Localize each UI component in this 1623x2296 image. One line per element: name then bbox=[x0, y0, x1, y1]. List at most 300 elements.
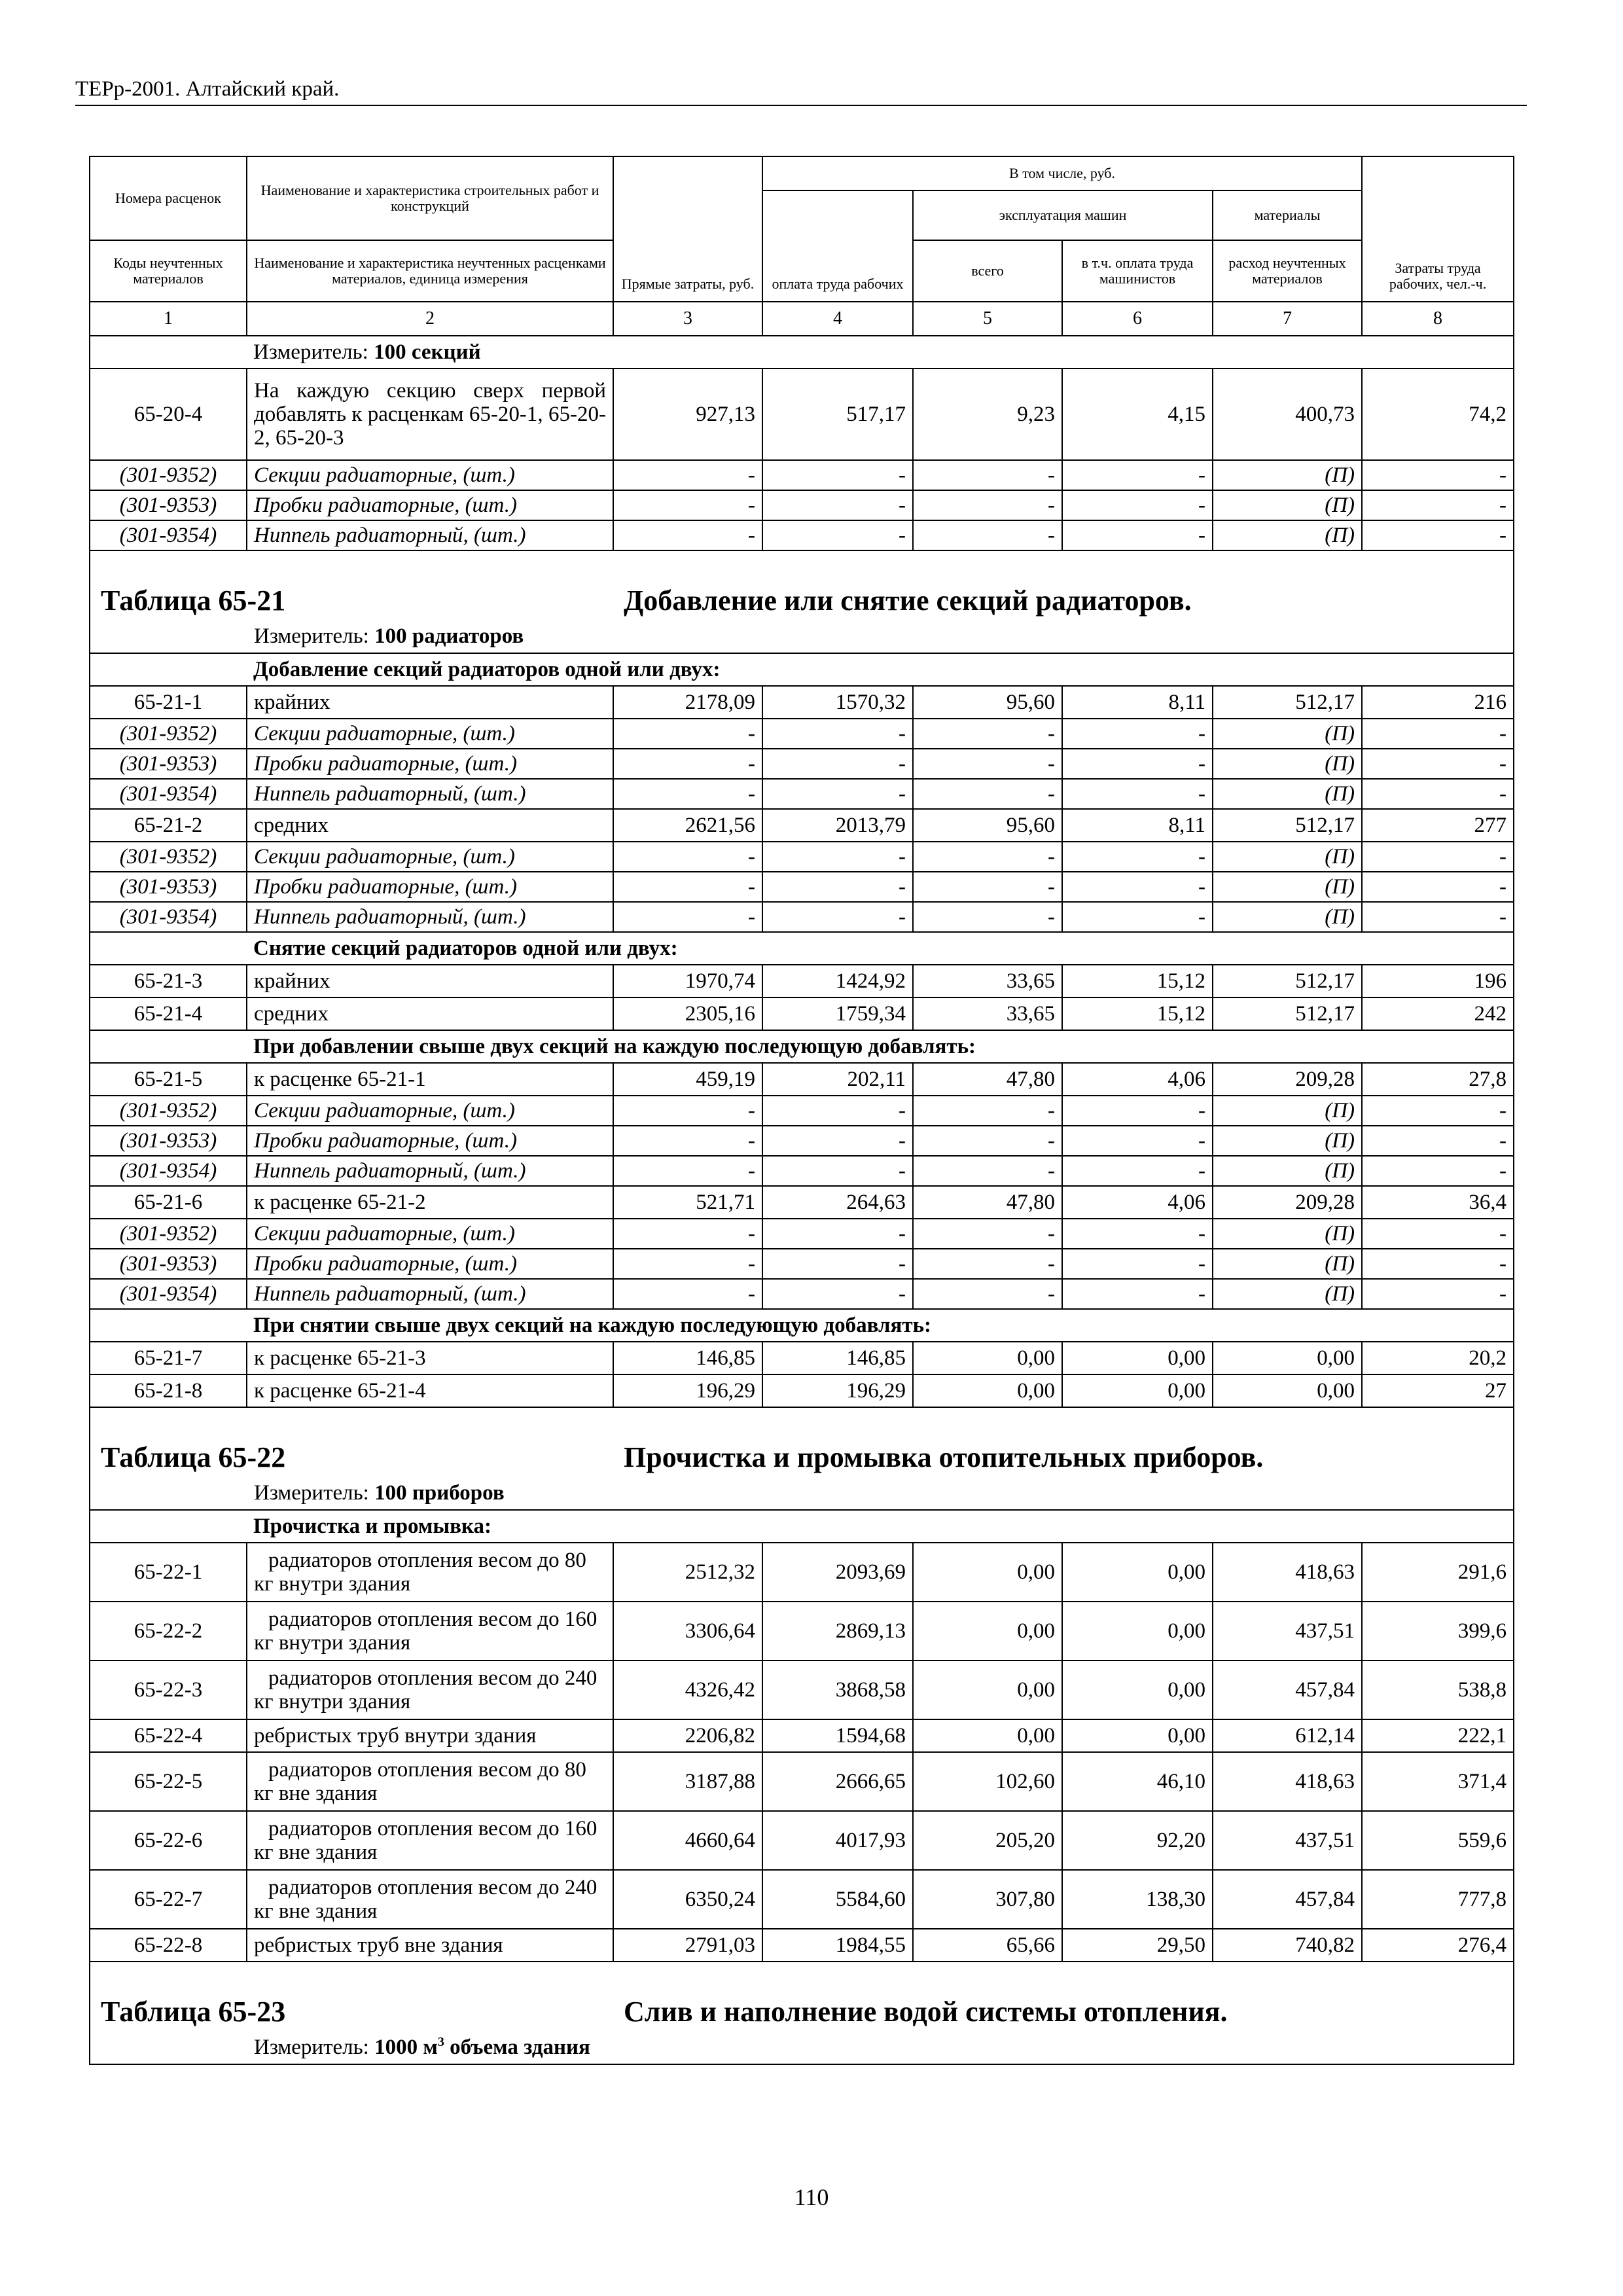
material-code: (301-9354) bbox=[90, 902, 247, 932]
rate-name: На каждую секцию сверх первой добавлять к расценкам 65-20-1, 65-20-2, 65-20-3 bbox=[247, 368, 613, 460]
value-direct: 1970,74 bbox=[613, 965, 762, 997]
col-number: 1 bbox=[90, 302, 247, 336]
value-labor: - bbox=[762, 1156, 913, 1186]
col-number: 4 bbox=[762, 302, 913, 336]
material-row bbox=[90, 1126, 1514, 1156]
value-labor-hours: 27,8 bbox=[1362, 1063, 1514, 1096]
value-labor: 2093,69 bbox=[762, 1543, 913, 1602]
value-labor-hours: 291,6 bbox=[1362, 1543, 1514, 1602]
value-labor: 3868,58 bbox=[762, 1660, 913, 1719]
value-labor: 1759,34 bbox=[762, 997, 913, 1030]
value-labor-hours: 242 bbox=[1362, 997, 1514, 1030]
table-title: Слив и наполнение водой системы отопления. bbox=[624, 1996, 1228, 2028]
table-row bbox=[90, 1870, 1514, 1929]
material-name: Ниппель радиаторный, (шт.) bbox=[247, 779, 613, 809]
value-machinists: - bbox=[1062, 1249, 1213, 1279]
rate-name: радиаторов отопления весом до 240 кг вне здания bbox=[247, 1870, 613, 1929]
rate-name: к расценке 65-21-4 bbox=[247, 1374, 613, 1407]
material-code: (301-9353) bbox=[90, 490, 247, 520]
measure-row bbox=[90, 336, 1514, 368]
rate-name: крайних bbox=[247, 965, 613, 997]
header-col8: Затраты труда рабочих, чел.-ч. bbox=[1362, 156, 1514, 302]
value-labor-hours: 399,6 bbox=[1362, 1602, 1514, 1660]
rate-code: 65-21-5 bbox=[90, 1063, 247, 1096]
value-labor-hours: - bbox=[1362, 1219, 1514, 1249]
value-machines: 0,00 bbox=[913, 1342, 1062, 1374]
section-heading: Снятие секций радиаторов одной или двух: bbox=[247, 932, 1514, 965]
value-materials: 512,17 bbox=[1213, 997, 1362, 1030]
table-label: Таблица 65-22 bbox=[101, 1441, 286, 1473]
header-numbers-row bbox=[90, 302, 1514, 336]
value-labor-hours: 216 bbox=[1362, 686, 1514, 719]
value-materials: 437,51 bbox=[1213, 1602, 1362, 1660]
value-labor-hours: - bbox=[1362, 842, 1514, 872]
value-machines: - bbox=[913, 872, 1062, 902]
material-row bbox=[90, 1156, 1514, 1186]
header-row-1 bbox=[90, 156, 1514, 190]
value-machines: 47,80 bbox=[913, 1063, 1062, 1096]
value-direct: 2178,09 bbox=[613, 686, 762, 719]
value-materials: (П) bbox=[1213, 520, 1362, 550]
value-direct: - bbox=[613, 719, 762, 749]
material-code: (301-9352) bbox=[90, 842, 247, 872]
measure-text: Измеритель: 100 радиаторов bbox=[254, 624, 524, 648]
value-labor-hours: - bbox=[1362, 872, 1514, 902]
material-code: (301-9353) bbox=[90, 1249, 247, 1279]
value-materials: (П) bbox=[1213, 1279, 1362, 1309]
value-direct: - bbox=[613, 749, 762, 779]
value-machinists: 138,30 bbox=[1062, 1870, 1213, 1929]
table-row bbox=[90, 1811, 1514, 1870]
value-materials: (П) bbox=[1213, 902, 1362, 932]
value-machines: 33,65 bbox=[913, 965, 1062, 997]
rate-code: 65-22-2 bbox=[90, 1602, 247, 1660]
rate-code: 65-20-4 bbox=[90, 368, 247, 460]
value-labor: - bbox=[762, 1219, 913, 1249]
value-labor: 5584,60 bbox=[762, 1870, 913, 1929]
value-direct: - bbox=[613, 460, 762, 490]
material-code: (301-9353) bbox=[90, 1126, 247, 1156]
value-materials: (П) bbox=[1213, 490, 1362, 520]
material-name: Пробки радиаторные, (шт.) bbox=[247, 872, 613, 902]
value-labor-hours: - bbox=[1362, 902, 1514, 932]
value-machinists: 0,00 bbox=[1062, 1342, 1213, 1374]
material-name: Пробки радиаторные, (шт.) bbox=[247, 749, 613, 779]
value-machinists: - bbox=[1062, 872, 1213, 902]
table-row bbox=[90, 965, 1514, 997]
material-code: (301-9353) bbox=[90, 749, 247, 779]
value-machines: - bbox=[913, 842, 1062, 872]
value-materials: 457,84 bbox=[1213, 1660, 1362, 1719]
value-direct: - bbox=[613, 520, 762, 550]
col-number: 3 bbox=[613, 302, 762, 336]
rate-name: радиаторов отопления весом до 160 кг вне здания bbox=[247, 1811, 613, 1870]
value-materials: 0,00 bbox=[1213, 1374, 1362, 1407]
header-col7: расход неучтенных материалов bbox=[1213, 240, 1362, 302]
table-row bbox=[90, 1752, 1514, 1811]
value-machinists: 92,20 bbox=[1062, 1811, 1213, 1870]
value-labor: - bbox=[762, 719, 913, 749]
value-direct: 2206,82 bbox=[613, 1719, 762, 1752]
rate-code: 65-21-2 bbox=[90, 809, 247, 842]
value-machines: - bbox=[913, 520, 1062, 550]
value-machinists: 15,12 bbox=[1062, 997, 1213, 1030]
material-row bbox=[90, 490, 1514, 520]
table-label: Таблица 65-21 bbox=[101, 584, 286, 617]
value-machines: 47,80 bbox=[913, 1186, 1062, 1219]
table-title-row bbox=[90, 1407, 1514, 1510]
material-row bbox=[90, 779, 1514, 809]
value-labor-hours: 74,2 bbox=[1362, 368, 1514, 460]
value-direct: - bbox=[613, 1156, 762, 1186]
measure-text: Измеритель: 1000 $м^3$ объема здания bbox=[254, 2035, 590, 2059]
value-labor-hours: - bbox=[1362, 1096, 1514, 1126]
value-machines: - bbox=[913, 749, 1062, 779]
value-machinists: - bbox=[1062, 490, 1213, 520]
value-machines: 0,00 bbox=[913, 1660, 1062, 1719]
header-col4: оплата труда рабочих bbox=[762, 190, 913, 302]
value-machinists: 15,12 bbox=[1062, 965, 1213, 997]
value-machinists: - bbox=[1062, 1096, 1213, 1126]
value-labor: 264,63 bbox=[762, 1186, 913, 1219]
value-labor-hours: - bbox=[1362, 1156, 1514, 1186]
rate-name: радиаторов отопления весом до 240 кг внутри здания bbox=[247, 1660, 613, 1719]
col-number: 2 bbox=[247, 302, 613, 336]
value-machinists: 8,11 bbox=[1062, 809, 1213, 842]
rate-code: 65-22-8 bbox=[90, 1929, 247, 1962]
table-title: Добавление или снятие секций радиаторов. bbox=[624, 584, 1192, 617]
value-machinists: - bbox=[1062, 1156, 1213, 1186]
value-machinists: - bbox=[1062, 520, 1213, 550]
material-name: Ниппель радиаторный, (шт.) bbox=[247, 1156, 613, 1186]
material-name: Секции радиаторные, (шт.) bbox=[247, 842, 613, 872]
value-machines: 102,60 bbox=[913, 1752, 1062, 1811]
value-labor: - bbox=[762, 490, 913, 520]
table-row bbox=[90, 368, 1514, 460]
measure-text: Измеритель: 100 секций bbox=[247, 336, 1514, 368]
value-direct: - bbox=[613, 1249, 762, 1279]
value-direct: 2305,16 bbox=[613, 997, 762, 1030]
rate-name: радиаторов отопления весом до 80 кг внутри здания bbox=[247, 1543, 613, 1602]
value-labor-hours: 538,8 bbox=[1362, 1660, 1514, 1719]
table-title-row bbox=[90, 1962, 1514, 2064]
rate-code: 65-22-6 bbox=[90, 1811, 247, 1870]
rate-name: к расценке 65-21-2 bbox=[247, 1186, 613, 1219]
value-machines: - bbox=[913, 1126, 1062, 1156]
table-row bbox=[90, 1929, 1514, 1962]
value-machines: - bbox=[913, 1096, 1062, 1126]
value-machines: - bbox=[913, 1219, 1062, 1249]
table-label: Таблица 65-23 bbox=[101, 1996, 286, 2028]
material-row bbox=[90, 460, 1514, 490]
material-row bbox=[90, 1279, 1514, 1309]
material-name: Ниппель радиаторный, (шт.) bbox=[247, 520, 613, 550]
value-direct: 2621,56 bbox=[613, 809, 762, 842]
section-row bbox=[90, 1030, 1514, 1063]
value-labor: - bbox=[762, 749, 913, 779]
material-row bbox=[90, 749, 1514, 779]
value-materials: (П) bbox=[1213, 460, 1362, 490]
value-labor-hours: 222,1 bbox=[1362, 1719, 1514, 1752]
rate-code: 65-21-8 bbox=[90, 1374, 247, 1407]
header-incl: В том числе, руб. bbox=[762, 156, 1362, 190]
value-machinists: 4,06 bbox=[1062, 1063, 1213, 1096]
value-labor: 1594,68 bbox=[762, 1719, 913, 1752]
rate-code: 65-22-3 bbox=[90, 1660, 247, 1719]
value-labor: 1424,92 bbox=[762, 965, 913, 997]
value-labor: - bbox=[762, 902, 913, 932]
value-materials: (П) bbox=[1213, 1219, 1362, 1249]
rate-name: радиаторов отопления весом до 80 кг вне здания bbox=[247, 1752, 613, 1811]
value-labor-hours: 559,6 bbox=[1362, 1811, 1514, 1870]
value-labor: 146,85 bbox=[762, 1342, 913, 1374]
value-materials: (П) bbox=[1213, 1126, 1362, 1156]
value-machines: 205,20 bbox=[913, 1811, 1062, 1870]
value-labor: 2013,79 bbox=[762, 809, 913, 842]
rate-name: крайних bbox=[247, 686, 613, 719]
value-labor-hours: 27 bbox=[1362, 1374, 1514, 1407]
value-machinists: 0,00 bbox=[1062, 1374, 1213, 1407]
material-name: Секции радиаторные, (шт.) bbox=[247, 719, 613, 749]
value-materials: 437,51 bbox=[1213, 1811, 1362, 1870]
value-labor-hours: 371,4 bbox=[1362, 1752, 1514, 1811]
value-materials: 512,17 bbox=[1213, 965, 1362, 997]
page-number: 110 bbox=[794, 2184, 829, 2210]
section-row bbox=[90, 932, 1514, 965]
value-materials: (П) bbox=[1213, 779, 1362, 809]
value-labor: 196,29 bbox=[762, 1374, 913, 1407]
rate-name: радиаторов отопления весом до 160 кг внутри здания bbox=[247, 1602, 613, 1660]
value-direct: 2791,03 bbox=[613, 1929, 762, 1962]
value-machinists: 0,00 bbox=[1062, 1660, 1213, 1719]
table-row bbox=[90, 1374, 1514, 1407]
table-row bbox=[90, 1602, 1514, 1660]
value-labor: - bbox=[762, 1279, 913, 1309]
header-materials: материалы bbox=[1213, 190, 1362, 240]
value-labor: - bbox=[762, 1096, 913, 1126]
value-labor-hours: - bbox=[1362, 1249, 1514, 1279]
material-code: (301-9354) bbox=[90, 1279, 247, 1309]
table-row bbox=[90, 809, 1514, 842]
header-col3: Прямые затраты, руб. bbox=[613, 156, 762, 302]
value-materials: (П) bbox=[1213, 749, 1362, 779]
value-materials: 0,00 bbox=[1213, 1342, 1362, 1374]
value-machines: 9,23 bbox=[913, 368, 1062, 460]
value-machines: - bbox=[913, 719, 1062, 749]
value-machinists: - bbox=[1062, 902, 1213, 932]
value-machinists: - bbox=[1062, 842, 1213, 872]
value-machines: - bbox=[913, 1156, 1062, 1186]
header-col2-top: Наименование и характеристика строительных работ и конструкций bbox=[247, 156, 613, 240]
value-machines: 65,66 bbox=[913, 1929, 1062, 1962]
value-machinists: 46,10 bbox=[1062, 1752, 1213, 1811]
material-row bbox=[90, 1096, 1514, 1126]
header-col2-bottom: Наименование и характеристика неучтенных расценками материалов, единица измерения bbox=[247, 240, 613, 302]
material-code: (301-9352) bbox=[90, 460, 247, 490]
material-code: (301-9354) bbox=[90, 1156, 247, 1186]
material-name: Пробки радиаторные, (шт.) bbox=[247, 1249, 613, 1279]
value-direct: 6350,24 bbox=[613, 1870, 762, 1929]
value-materials: 209,28 bbox=[1213, 1063, 1362, 1096]
rate-name: ребристых труб вне здания bbox=[247, 1929, 613, 1962]
value-machinists: - bbox=[1062, 1219, 1213, 1249]
value-machines: 33,65 bbox=[913, 997, 1062, 1030]
material-code: (301-9352) bbox=[90, 1219, 247, 1249]
table-row bbox=[90, 686, 1514, 719]
rate-code: 65-21-7 bbox=[90, 1342, 247, 1374]
material-code: (301-9353) bbox=[90, 872, 247, 902]
value-direct: 927,13 bbox=[613, 368, 762, 460]
value-labor-hours: - bbox=[1362, 1126, 1514, 1156]
section-row bbox=[90, 1510, 1514, 1543]
value-labor: - bbox=[762, 842, 913, 872]
material-row bbox=[90, 902, 1514, 932]
material-row bbox=[90, 1219, 1514, 1249]
section-row bbox=[90, 1309, 1514, 1342]
value-direct: 146,85 bbox=[613, 1342, 762, 1374]
material-name: Пробки радиаторные, (шт.) bbox=[247, 1126, 613, 1156]
header-col1-bottom: Коды неучтенных материалов bbox=[90, 240, 247, 302]
value-direct: - bbox=[613, 1279, 762, 1309]
value-materials: (П) bbox=[1213, 872, 1362, 902]
header-machines: эксплуатация машин bbox=[913, 190, 1213, 240]
value-labor: - bbox=[762, 1249, 913, 1279]
material-row bbox=[90, 520, 1514, 550]
rate-name: средних bbox=[247, 997, 613, 1030]
value-direct: 4660,64 bbox=[613, 1811, 762, 1870]
value-direct: 459,19 bbox=[613, 1063, 762, 1096]
value-machinists: 0,00 bbox=[1062, 1543, 1213, 1602]
value-direct: 4326,42 bbox=[613, 1660, 762, 1719]
value-machines: 95,60 bbox=[913, 809, 1062, 842]
value-direct: - bbox=[613, 872, 762, 902]
value-direct: 3187,88 bbox=[613, 1752, 762, 1811]
value-materials: (П) bbox=[1213, 1156, 1362, 1186]
table-row bbox=[90, 1342, 1514, 1374]
value-materials: (П) bbox=[1213, 719, 1362, 749]
value-machines: 0,00 bbox=[913, 1602, 1062, 1660]
value-labor-hours: 196 bbox=[1362, 965, 1514, 997]
material-name: Секции радиаторные, (шт.) bbox=[247, 1096, 613, 1126]
material-name: Ниппель радиаторный, (шт.) bbox=[247, 1279, 613, 1309]
value-labor-hours: - bbox=[1362, 719, 1514, 749]
value-machines: - bbox=[913, 1279, 1062, 1309]
rate-name: ребристых труб внутри здания bbox=[247, 1719, 613, 1752]
rate-code: 65-21-1 bbox=[90, 686, 247, 719]
value-direct: 2512,32 bbox=[613, 1543, 762, 1602]
material-row bbox=[90, 719, 1514, 749]
header-col5: всего bbox=[913, 240, 1062, 302]
material-code: (301-9352) bbox=[90, 719, 247, 749]
value-materials: 740,82 bbox=[1213, 1929, 1362, 1962]
rate-code: 65-22-7 bbox=[90, 1870, 247, 1929]
value-machinists: 0,00 bbox=[1062, 1719, 1213, 1752]
value-machinists: - bbox=[1062, 779, 1213, 809]
value-direct: - bbox=[613, 1096, 762, 1126]
table-title-row bbox=[90, 550, 1514, 653]
value-materials: 512,17 bbox=[1213, 686, 1362, 719]
value-materials: 457,84 bbox=[1213, 1870, 1362, 1929]
value-materials: (П) bbox=[1213, 1249, 1362, 1279]
value-labor: 202,11 bbox=[762, 1063, 913, 1096]
table-title: Прочистка и промывка отопительных приборов. bbox=[624, 1441, 1264, 1473]
value-labor-hours: - bbox=[1362, 1279, 1514, 1309]
value-machines: - bbox=[913, 460, 1062, 490]
price-table bbox=[89, 156, 1514, 2065]
value-machines: - bbox=[913, 779, 1062, 809]
material-code: (301-9354) bbox=[90, 520, 247, 550]
material-name: Секции радиаторные, (шт.) bbox=[247, 460, 613, 490]
header-col1-top: Номера расценок bbox=[90, 156, 247, 240]
value-materials: 400,73 bbox=[1213, 368, 1362, 460]
table-row bbox=[90, 1660, 1514, 1719]
value-materials: 612,14 bbox=[1213, 1719, 1362, 1752]
material-row bbox=[90, 842, 1514, 872]
value-machines: 95,60 bbox=[913, 686, 1062, 719]
material-name: Секции радиаторные, (шт.) bbox=[247, 1219, 613, 1249]
value-direct: 196,29 bbox=[613, 1374, 762, 1407]
value-machinists: - bbox=[1062, 719, 1213, 749]
col-number: 8 bbox=[1362, 302, 1514, 336]
rate-name: средних bbox=[247, 809, 613, 842]
col-number: 6 bbox=[1062, 302, 1213, 336]
value-labor-hours: 36,4 bbox=[1362, 1186, 1514, 1219]
value-machines: 0,00 bbox=[913, 1719, 1062, 1752]
value-labor: 517,17 bbox=[762, 368, 913, 460]
value-direct: - bbox=[613, 779, 762, 809]
measure-text: Измеритель: 100 приборов bbox=[254, 1481, 505, 1505]
document-header: ТЕРр-2001. Алтайский край. bbox=[75, 77, 340, 101]
material-name: Ниппель радиаторный, (шт.) bbox=[247, 902, 613, 932]
value-labor: 1984,55 bbox=[762, 1929, 913, 1962]
value-machines: 307,80 bbox=[913, 1870, 1062, 1929]
value-labor: - bbox=[762, 460, 913, 490]
rate-name: к расценке 65-21-3 bbox=[247, 1342, 613, 1374]
rate-code: 65-22-5 bbox=[90, 1752, 247, 1811]
value-materials: 209,28 bbox=[1213, 1186, 1362, 1219]
col-number: 5 bbox=[913, 302, 1062, 336]
value-labor: 1570,32 bbox=[762, 686, 913, 719]
value-labor-hours: - bbox=[1362, 520, 1514, 550]
table-row bbox=[90, 1543, 1514, 1602]
col-number: 7 bbox=[1213, 302, 1362, 336]
value-machines: - bbox=[913, 902, 1062, 932]
value-machinists: 8,11 bbox=[1062, 686, 1213, 719]
table-row bbox=[90, 1719, 1514, 1752]
value-labor: - bbox=[762, 779, 913, 809]
rate-code: 65-21-6 bbox=[90, 1186, 247, 1219]
value-machines: 0,00 bbox=[913, 1374, 1062, 1407]
material-code: (301-9354) bbox=[90, 779, 247, 809]
table-row bbox=[90, 1063, 1514, 1096]
value-machinists: 4,15 bbox=[1062, 368, 1213, 460]
value-direct: - bbox=[613, 1126, 762, 1156]
value-machinists: 0,00 bbox=[1062, 1602, 1213, 1660]
value-labor-hours: 276,4 bbox=[1362, 1929, 1514, 1962]
value-machinists: - bbox=[1062, 749, 1213, 779]
value-labor-hours: - bbox=[1362, 460, 1514, 490]
rate-code: 65-21-3 bbox=[90, 965, 247, 997]
value-machinists: - bbox=[1062, 460, 1213, 490]
material-name: Пробки радиаторные, (шт.) bbox=[247, 490, 613, 520]
rate-code: 65-22-1 bbox=[90, 1543, 247, 1602]
value-machines: - bbox=[913, 490, 1062, 520]
value-direct: - bbox=[613, 1219, 762, 1249]
value-machines: 0,00 bbox=[913, 1543, 1062, 1602]
value-labor: 4017,93 bbox=[762, 1811, 913, 1870]
value-labor: - bbox=[762, 520, 913, 550]
value-direct: 3306,64 bbox=[613, 1602, 762, 1660]
